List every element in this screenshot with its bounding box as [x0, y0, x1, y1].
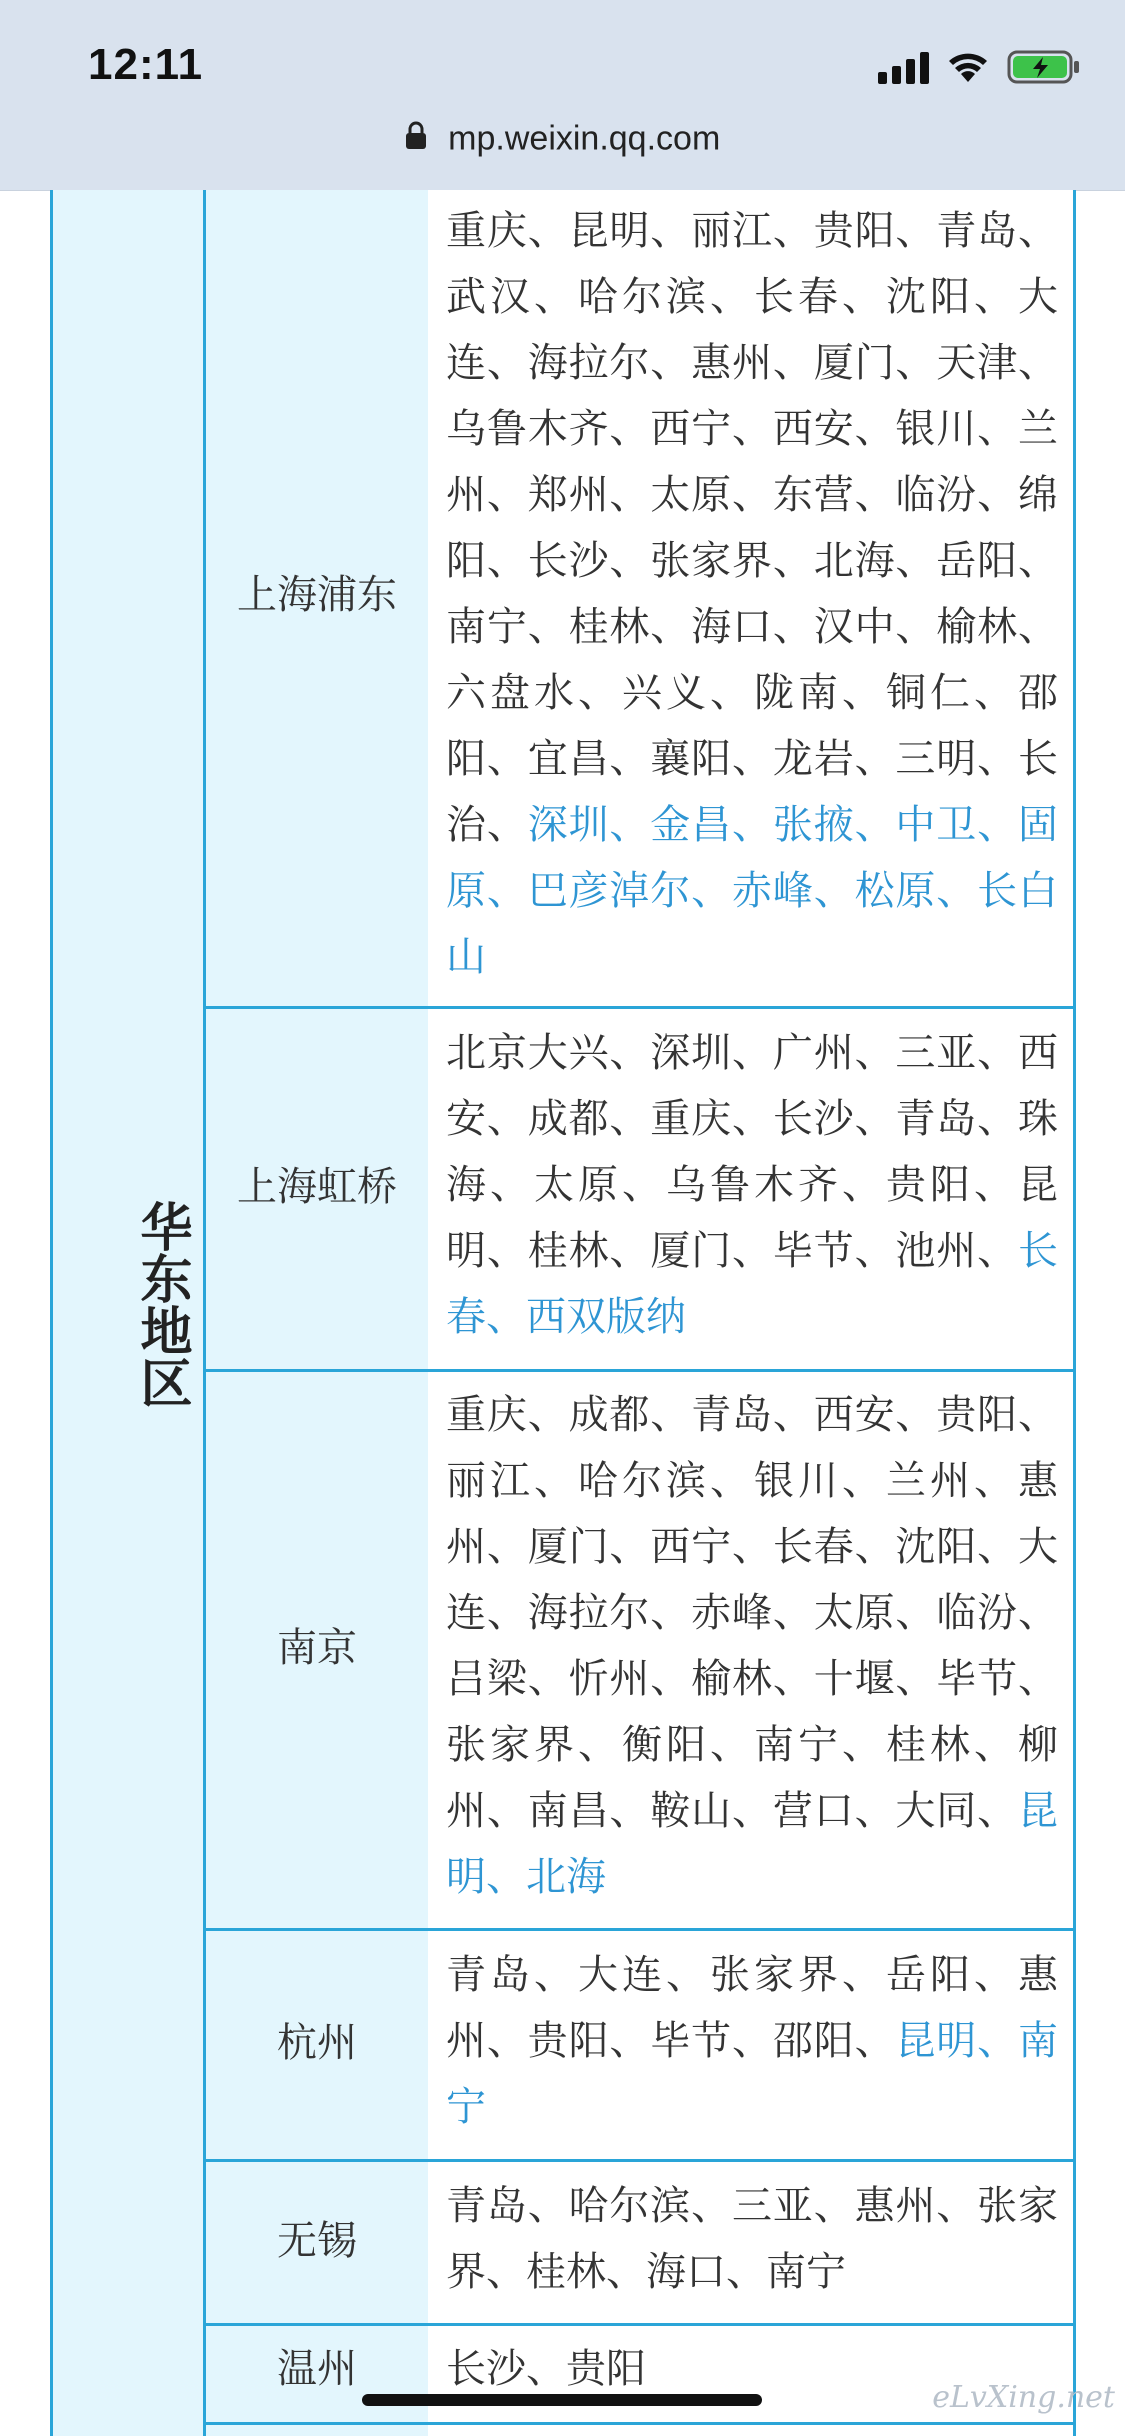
row-divider: [203, 1369, 1076, 1372]
airport-name-nanjing: 南京: [277, 1625, 357, 1671]
status-time: 12:11: [88, 40, 204, 89]
existing-routes: 重庆、昆明、丽江、贵阳、青岛、武汉、哈尔滨、长春、沈阳、大连、海拉尔、惠州、厦门、天津、乌鲁木齐、西宁、西安、银川、兰州、郑州、太原、东营、临汾、绵阳、长沙、张家界、北海、岳阳、南宁、桂林、海口、汉中、榆林、六盘水、兴义、陇南、铜仁、邵阳、宜昌、襄阳、龙岩、三明、长治、: [446, 208, 1058, 848]
region-cell: [50, 190, 206, 2436]
row-divider: [203, 2422, 1076, 2425]
route-table: [0, 190, 1125, 2436]
existing-routes: 北京大兴、深圳、广州、三亚、西安、成都、重庆、长沙、青岛、珠海、太原、乌鲁木齐、贵阳、昆明、桂林、厦门、毕节、池州、: [446, 1030, 1058, 1274]
status-icons: [878, 50, 1081, 84]
airport-column: [203, 190, 431, 2436]
routes-nanjing: [446, 1382, 1058, 1910]
new-routes: 昆明、南宁: [446, 2018, 1059, 2130]
existing-routes: 青岛、哈尔滨、三亚、惠州、张家界、桂林、海口、南宁: [446, 2183, 1058, 2295]
row-divider: [203, 1928, 1076, 1931]
cellular-signal-icon: [878, 50, 929, 84]
row-divider: [203, 2159, 1076, 2162]
row-divider: [203, 1006, 1076, 1009]
region-label: 华东地区: [131, 1200, 191, 1408]
routes-hangzhou: [446, 1942, 1058, 2140]
watermark: eLvXing.net: [932, 2380, 1115, 2415]
routes-wuxi: [446, 2173, 1058, 2305]
battery-charging-icon: [1007, 50, 1081, 84]
home-indicator[interactable]: [362, 2394, 762, 2406]
status-bar: [0, 0, 1125, 191]
airport-name-hongqiao: 上海虹桥: [237, 1164, 397, 1210]
airport-name-wenzhou: 温州: [277, 2346, 357, 2392]
new-routes: 长春、西双版纳: [446, 1228, 1058, 1340]
row-divider: [203, 2323, 1076, 2326]
new-routes: 深圳、金昌、张掖、中卫、固原、巴彦淖尔、赤峰、松原、长白山: [446, 802, 1059, 980]
airport-name-pudong: 上海浦东: [237, 572, 397, 618]
airport-name-hangzhou: 杭州: [277, 2020, 357, 2066]
lock-icon: [405, 120, 427, 159]
url-bar[interactable]: [0, 118, 1125, 159]
wifi-icon: [947, 50, 989, 84]
routes-hongqiao: [446, 1020, 1058, 1350]
routes-pudong: [446, 198, 1058, 990]
existing-routes: 重庆、成都、青岛、西安、贵阳、丽江、哈尔滨、银川、兰州、惠州、厦门、西宁、长春、沈阳、大连、海拉尔、赤峰、太原、临汾、吕梁、忻州、榆林、十堰、毕节、张家界、衡阳、南宁、桂林、柳州、南昌、鞍山、营口、大同、: [446, 1392, 1058, 1834]
airport-name-wuxi: 无锡: [277, 2218, 357, 2264]
url-text: mp.weixin.qq.com: [448, 119, 721, 158]
existing-routes: 长沙、贵阳: [446, 2346, 646, 2392]
existing-routes: 青岛、大连、张家界、岳阳、惠州、贵阳、毕节、邵阳、: [446, 1952, 1058, 2064]
new-routes: 昆明、北海: [446, 1788, 1058, 1900]
